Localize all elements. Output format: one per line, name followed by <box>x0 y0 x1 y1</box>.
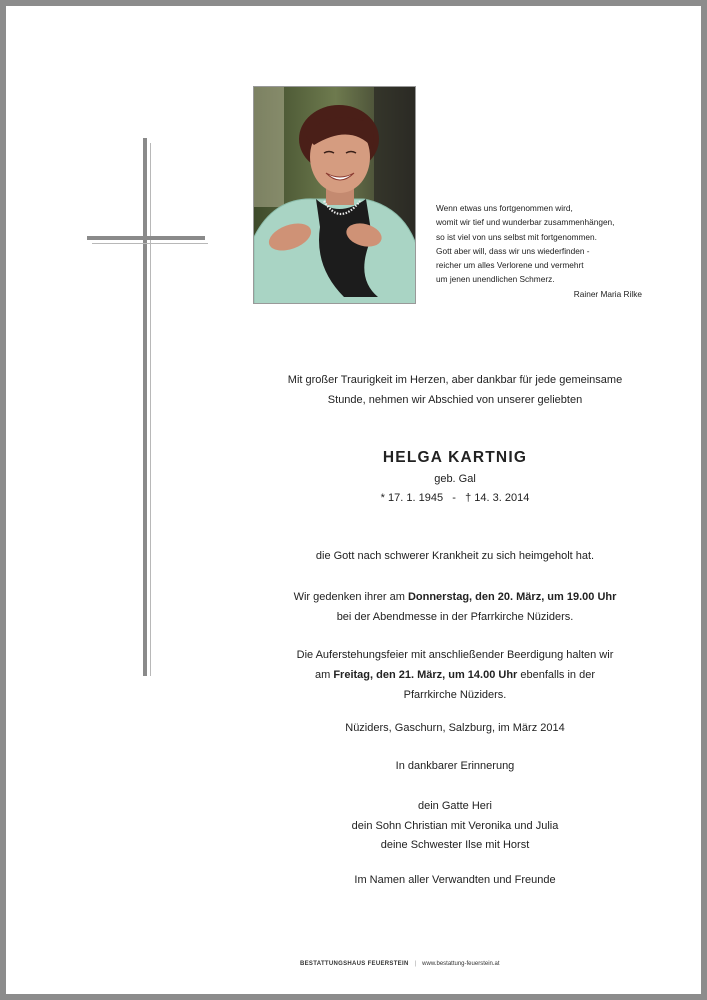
quote-line: reicher um alles Verlorene und vermehrt <box>436 260 584 271</box>
mass-prefix: Wir gedenken ihrer am <box>293 591 408 603</box>
death-symbol-icon: † <box>465 492 472 504</box>
relatives-line: Im Namen aller Verwandten und Freunde <box>354 874 556 886</box>
footer <box>300 961 600 967</box>
footer-url[interactable]: www.bestattung-feuerstein.at <box>422 961 500 967</box>
mourner-item: deine Schwester Ilse mit Horst <box>380 839 530 851</box>
burial-date-time: Freitag, den 21. März, um 14.00 Uhr <box>333 669 518 681</box>
burial-prefix: am <box>314 669 334 681</box>
place-date-line: Nüziders, Gaschurn, Salzburg, im März 2014 <box>345 722 565 734</box>
cross-horizontal-bar <box>87 236 205 240</box>
burial-info <box>240 645 670 705</box>
burial-line-1: Die Auferstehungsfeier mit anschließender Beerdigung halten wir <box>296 649 614 661</box>
burial-line-3: Pfarrkirche Nüziders. <box>403 689 507 701</box>
cross-vertical-bar <box>143 138 147 676</box>
cross-horizontal-shadow <box>92 243 208 244</box>
intro-line-1: Mit großer Traurigkeit im Herzen, aber dankbar für jede gemeinsame <box>287 374 623 386</box>
intro-text <box>240 370 670 410</box>
remembrance-line: In dankbarer Erinnerung <box>395 760 515 772</box>
mass-line-2: bei der Abendmesse in der Pfarrkirche Nüziders. <box>336 611 574 623</box>
quote-author: Rainer Maria Rilke <box>573 288 642 299</box>
birth-date: * 17. 1. 1945 <box>380 492 444 504</box>
mourners-list <box>240 797 670 856</box>
death-date: 14. 3. 2014 <box>474 492 530 504</box>
intro-line-2: Stunde, nehmen wir Abschied von unserer geliebten <box>327 394 583 406</box>
mass-line-1 <box>240 587 670 607</box>
quote-line: Wenn etwas uns fortgenommen wird, <box>436 203 573 213</box>
mass-info <box>240 587 670 627</box>
portrait-photo <box>253 86 416 304</box>
heimgeholt-line: die Gott nach schwerer Krankheit zu sich heimgeholt hat. <box>315 550 595 562</box>
quote-line: Gott aber will, dass wir uns wiederfinden - <box>436 245 590 256</box>
mourner-item: dein Sohn Christian mit Veronika und Julia <box>351 819 559 832</box>
rilke-quote <box>436 201 656 301</box>
quote-line: so ist viel von uns selbst mit fortgenommen. <box>436 231 597 242</box>
relatives <box>240 874 670 886</box>
quote-line: um jenen unendlichen Schmerz. <box>436 274 555 285</box>
maiden-name: geb. Gal <box>434 473 476 485</box>
burial-line-2 <box>240 665 670 685</box>
burial-suffix: ebenfalls in der <box>517 669 596 681</box>
mourner-item: dein Gatte Heri <box>418 800 492 812</box>
deceased-name: HELGA KARTNIG <box>382 449 528 466</box>
cross-vertical-shadow <box>150 143 151 676</box>
place-date <box>240 722 670 734</box>
quote-line: womit wir tief und wunderbar zusammenhängen, <box>436 217 615 228</box>
deceased-block <box>240 449 670 504</box>
date-dash: - <box>452 492 456 504</box>
footer-brand: BESTATTUNGSHAUS FEUERSTEIN <box>300 961 409 967</box>
portrait-illustration <box>254 87 416 304</box>
life-dates <box>240 492 670 504</box>
footer-separator: | <box>414 961 417 967</box>
mass-date-time: Donnerstag, den 20. März, um 19.00 Uhr <box>407 591 617 603</box>
heimgeholt-text <box>240 550 670 562</box>
remembrance <box>240 760 670 772</box>
